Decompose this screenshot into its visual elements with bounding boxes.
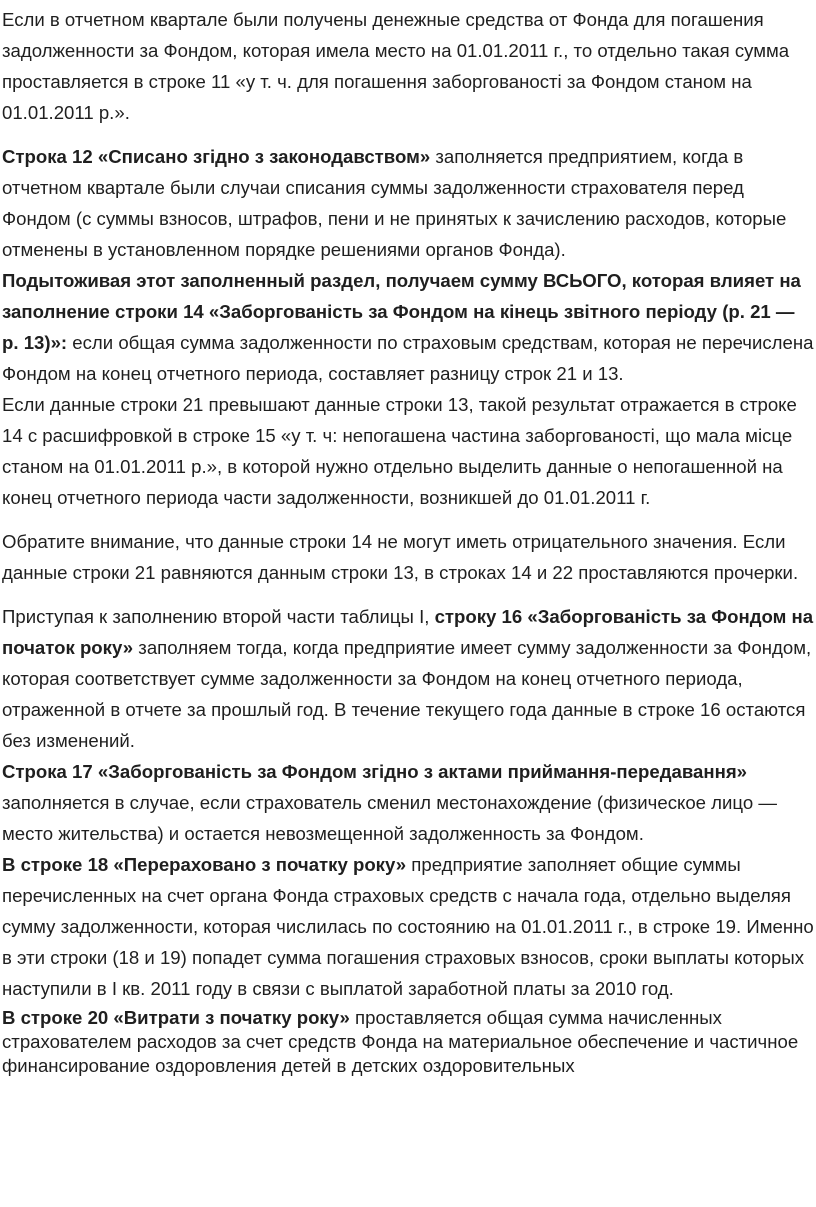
paragraph-text: Обратите внимание, что данные строки 14 не могут иметь отрицательного значения. Если данные строки 21 равняются данным строки 13, в строках 14 и 22 проставляются прочерки.: [2, 531, 799, 583]
paragraph-p5: [2, 526, 816, 588]
paragraph-text: заполняем тогда, когда предприятие имеет сумму задолженности за Фондом, которая соответствует сумме задолженности за Фондом на конец отчетного периода, отраженной в отчете за прошлый год. В течение текущего года данные в строке 16 остаются без изменений.: [2, 637, 812, 751]
paragraph-p9: [2, 1006, 816, 1078]
paragraph-p7: [2, 756, 816, 849]
paragraph-text: Если данные строки 21 превышают данные строки 13, такой результат отражается в строке 14 с расшифровкой в строке 15 «у т. ч: непогашена частина заборгованості, що мала місце станом на 01.01.2011 р.», в которой нужно отдельно выделить данные о непогашенной на конец отчетного периода части задолженности, возникшей до 01.01.2011 г.: [2, 394, 797, 508]
paragraph-bold-lead: Строка 12 «Списано згідно з законодавством»: [2, 146, 431, 167]
paragraph-bold-lead: Подытоживая этот заполненный раздел, получаем сумму ВСЬОГО, которая влияет на заполнение строки 14 «Заборгованість за Фондом на кінець звітного періоду (р. 21 — р. 13)»:: [2, 270, 801, 353]
paragraph-text: проставляется общая сумма начисленных страхователем расходов за счет средств Фонда на материальное обеспечение и частичное финансирование оздоровления детей в детских оздоровительных: [2, 1007, 799, 1076]
paragraph-text: Если в отчетном квартале были получены денежные средства от Фонда для погашения задолженности за Фондом, которая имела место на 01.01.2011 г., то отдельно такая сумма проставляется в строке 11 «у т. ч. для погашення заборгованості за Фондом станом на 01.01.2011 р.».: [2, 9, 790, 123]
paragraph-p2: [2, 141, 816, 265]
paragraph-bold-lead: Строка 17 «Заборгованість за Фондом згідно з актами приймання-передавання»: [2, 761, 748, 782]
paragraph-p3: [2, 265, 816, 389]
paragraph-p8: [2, 849, 816, 1004]
paragraph-p1: [2, 4, 816, 128]
paragraph-p4: [2, 389, 816, 513]
paragraph-p6: [2, 601, 816, 756]
paragraph-text: заполняется в случае, если страхователь сменил местонахождение (физическое лицо — место жительства) и остается невозмещенной задолженность за Фондом.: [2, 792, 777, 844]
paragraph-bold-lead: В строке 20 «Витрати з початку року»: [2, 1007, 350, 1028]
paragraph-bold-lead: строку 16 «Заборгованість за Фондом на початок року»: [2, 606, 814, 658]
paragraph-bold-lead: В строке 18 «Перераховано з початку року»: [2, 854, 407, 875]
paragraph-text: предприятие заполняет общие суммы перечисленных на счет органа Фонда страховых средств с начала года, отдельно выделяя сумму задолженности, которая числилась по состоянию на 01.01.2011 г., в строке 19. Именно в эти строки (18 и 19) попадет сумма погашения страховых взносов, сроки выплаты которых наступили в I кв. 2011 году в связи с выплатой заработной платы за 2010 год.: [2, 854, 814, 999]
paragraph-text: заполняется предприятием, когда в отчетном квартале были случаи списания суммы задолженности страхователя перед Фондом (с суммы взносов, штрафов, пени и не принятых к зачислению расходов, которые отменены в установленном порядке решениями органов Фонда).: [2, 146, 787, 260]
paragraph-text: если общая сумма задолженности по страховым средствам, которая не перечислена Фондом на конец отчетного периода, составляет разницу строк 21 и 13.: [2, 332, 814, 384]
paragraph-text: Приступая к заполнению второй части таблицы I,: [2, 606, 435, 627]
